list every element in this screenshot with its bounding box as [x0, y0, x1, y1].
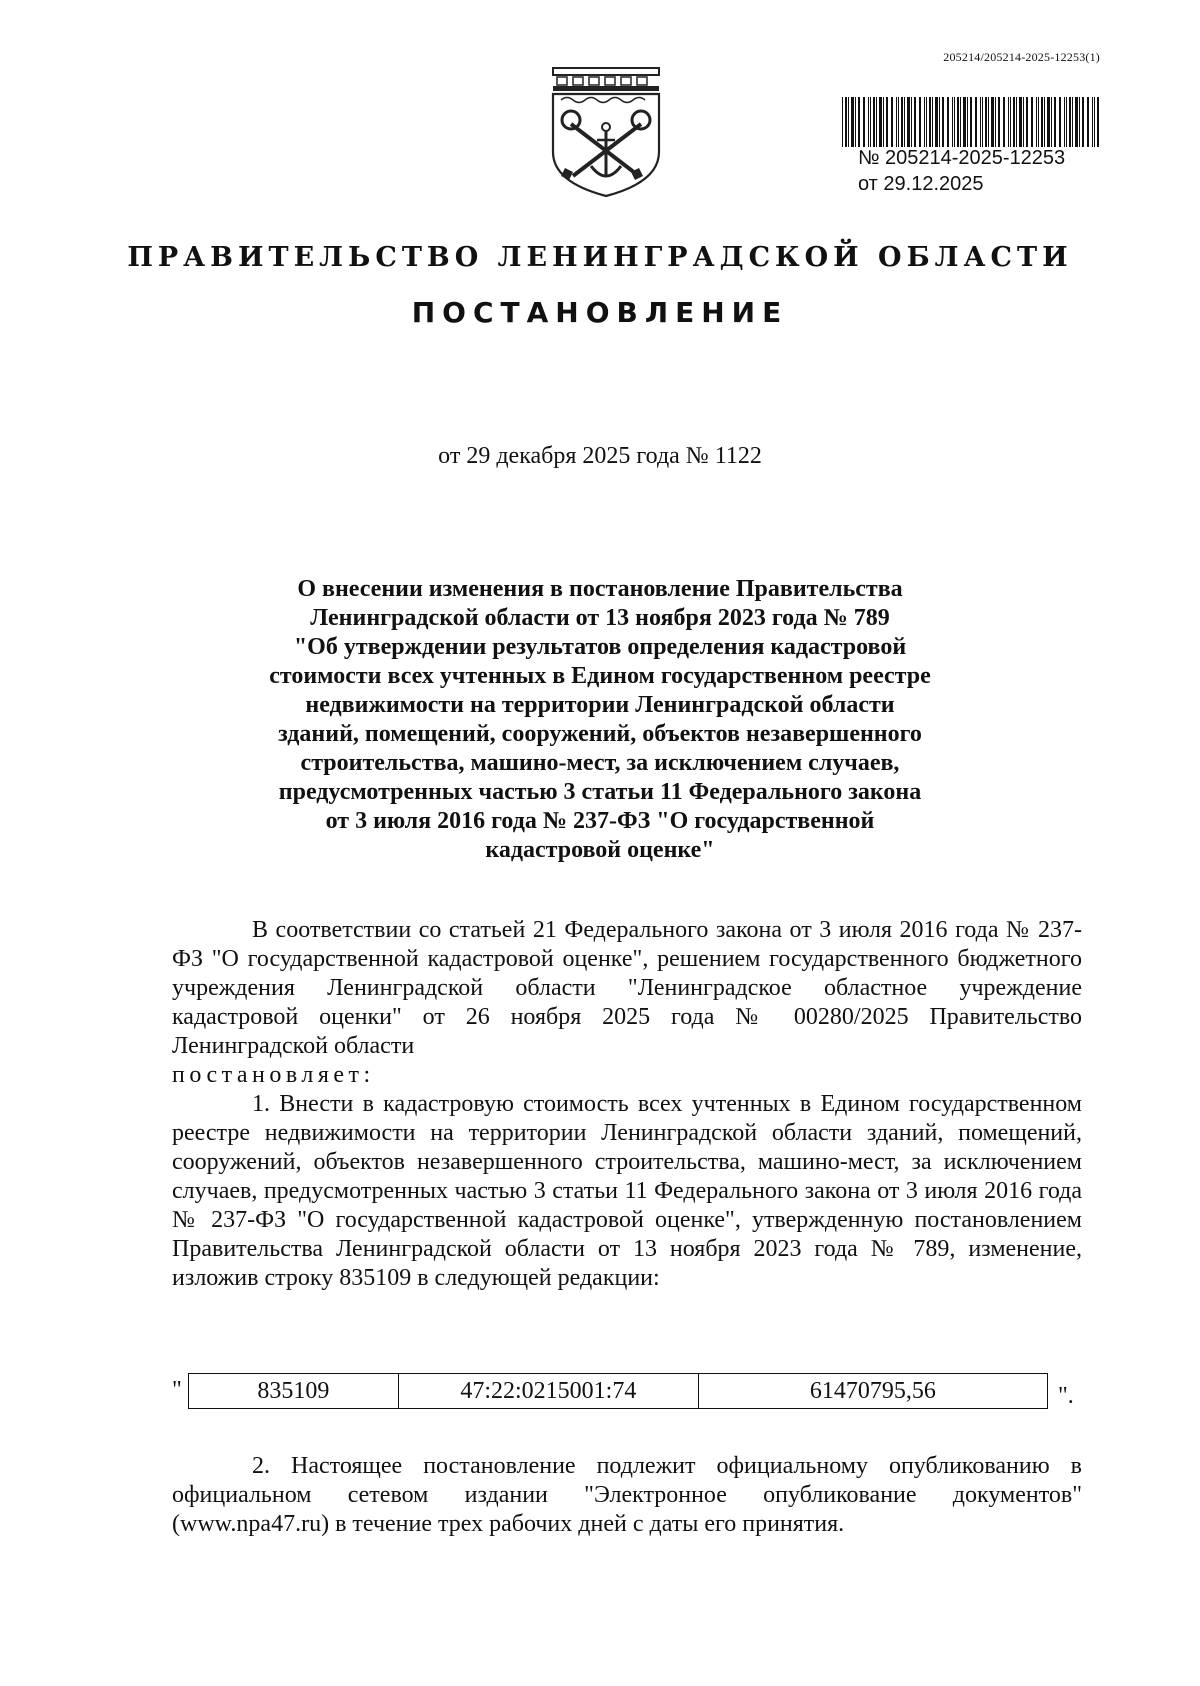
title-line: от 3 июля 2016 года № 237-ФЗ "О государственной	[325, 808, 875, 834]
document-body	[172, 916, 1082, 1293]
decree-word: постановляет:	[172, 1062, 375, 1088]
registration-date: от 29.12.2025	[858, 173, 984, 195]
title-line: "Об утверждении результатов определения кадастровой	[293, 634, 907, 660]
title-line: недвижимости на территории Ленинградской области	[305, 692, 895, 718]
title-line: строительства, машино-мест, за исключением случаев,	[300, 750, 900, 776]
title-line: предусмотренных частью 3 статьи 11 Федерального закона	[278, 779, 922, 805]
cell-cadastral-number: 47:22:0215001:74	[398, 1374, 698, 1409]
document-type: ПОСТАНОВЛЕНИЕ	[411, 296, 789, 329]
preamble-paragraph: В соответствии со статьей 21 Федерального закона от 3 июля 2016 года № 237-ФЗ "О государственной кадастровой оценке", решением государственного бюджетного учреждения Ленинградской области "Ленинградское областное учреждение кадастровой оценки" от 26 ноября 2025 года № 00280/2025 Правительство Ленинградской области	[172, 917, 1082, 1059]
organization-name: ПРАВИТЕЛЬСТВО ЛЕНИНГРАДСКОЙ ОБЛАСТИ	[127, 242, 1073, 273]
cell-cadastral-value: 61470795,56	[698, 1374, 1047, 1409]
title-line: кадастровой оценке"	[485, 837, 715, 863]
amendment-table	[172, 1373, 1082, 1413]
barcode-icon	[840, 97, 1100, 147]
document-title	[200, 575, 1000, 865]
table-open-quote: "	[172, 1377, 182, 1403]
paragraph-2: 2. Настоящее постановление подлежит официальному опубликованию в официальном сетевом издании "Электронное опубликование документов" (www.npa47.ru) в течение трех рабочих дней с даты его принятия.	[172, 1453, 1082, 1537]
table-close-quote: ".	[1058, 1383, 1074, 1409]
amendment-row-table	[188, 1373, 1048, 1409]
title-line: зданий, помещений, сооружений, объектов незавершенного	[278, 721, 922, 747]
registration-number: № 205214-2025-12253	[858, 147, 1066, 169]
table-row	[189, 1374, 1048, 1409]
coat-of-arms-icon	[547, 64, 665, 202]
title-line: О внесении изменения в постановление Правительства	[297, 576, 903, 602]
document-body-continued	[172, 1452, 1082, 1539]
title-line: Ленинградской области от 13 ноября 2023 года № 789	[310, 605, 890, 631]
document-date-number: от 29 декабря 2025 года № 1122	[438, 443, 762, 469]
title-line: стоимости всех учтенных в Едином государственном реестре	[269, 663, 931, 689]
document-id: 205214/205214-2025-12253(1)	[943, 50, 1100, 64]
paragraph-1: 1. Внести в кадастровую стоимость всех учтенных в Едином государственном реестре недвижимости на территории Ленинградской области зданий, помещений, сооружений, объектов незавершенного строительства, машино-мест, за исключением случаев, предусмотренных частью 3 статьи 11 Федерального закона от 3 июля 2016 года № 237-ФЗ "О государственной кадастровой оценке", утвержденную постановлением Правительства Ленинградской области от 13 ноября 2023 года № 789, изменение, изложив строку 835109 в следующей редакции:	[172, 1091, 1082, 1291]
cell-row-number: 835109	[189, 1374, 399, 1409]
